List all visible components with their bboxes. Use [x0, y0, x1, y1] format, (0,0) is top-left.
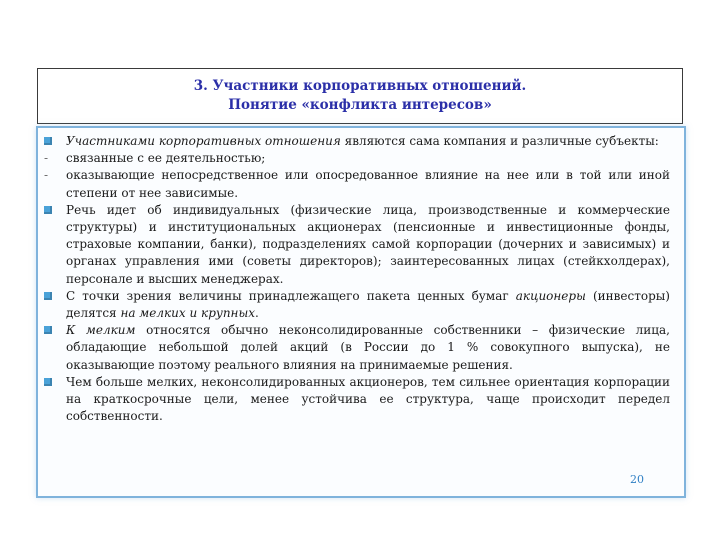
- list-item-small-holders: [38, 322, 684, 374]
- slide-title-box: [37, 68, 683, 124]
- page-number: 20: [630, 473, 644, 486]
- item-4-text: Речь идет об индивидуальных (физические лица, производственные и коммерческие структуры) и институциональных акционерах (пенсионные и инвестиционные фонды, страховые компании, банки), подразделениях самой корпорации (дочерних и зависимых) и органах управления ими (советы директоров); заинтересованных лицах (стейкхолдерах), персонале и высших менеджерах.: [66, 202, 670, 286]
- dash-bullet-icon: -: [44, 168, 49, 183]
- slide-title-line-1: 3. Участники корпоративных отношений.: [193, 78, 527, 94]
- item-1-text: являются сама компания и различные субъекты:: [340, 134, 659, 148]
- item-5-text-b: (инвесторы) делятся: [66, 288, 670, 321]
- item-5-text-c: .: [255, 306, 259, 321]
- item-6-text: относятся обычно неконсолидированные собственники – физические лица, обладающие небольшой долей акций (в России до 1 % совокупного выпуска), не оказывающие поэтому реального влияния на принимаемые решения.: [66, 323, 670, 372]
- square-bullet-icon: [44, 206, 52, 214]
- item-5-italic-a: акционеры: [515, 288, 586, 303]
- square-bullet-icon: [44, 137, 52, 145]
- item-7-text: Чем больше мелких, неконсолидированных акционеров, тем сильнее ориентация корпорации на краткосрочные цели, менее устойчива ее структура, чаще происходит передел собственности.: [66, 374, 670, 424]
- dash-bullet-icon: -: [44, 151, 49, 166]
- list-item-participants: [38, 133, 684, 150]
- list-item-influencing: [38, 167, 684, 201]
- square-bullet-icon: [44, 378, 52, 386]
- list-item-share-size: [38, 288, 684, 322]
- item-1-italic-text: Участниками корпоративных отношения: [66, 134, 341, 148]
- list-item-shareholders: [38, 202, 684, 288]
- content-box: [36, 126, 686, 498]
- list-item-related: [38, 150, 684, 167]
- item-2-text: связанные с ее деятельностью;: [66, 151, 266, 166]
- item-3-text: оказывающие непосредственное или опосредованное влияние на нее или в той или иной степени от нее зависимые.: [66, 168, 670, 200]
- item-5-italic-b: на мелких и крупных: [120, 306, 256, 321]
- square-bullet-icon: [44, 326, 52, 334]
- slide-title-line-2: Понятие «конфликта интересов»: [228, 97, 492, 113]
- bullet-list: [38, 133, 684, 425]
- item-6-italic: К мелким: [66, 323, 136, 338]
- square-bullet-icon: [44, 292, 52, 300]
- item-5-text-a: С точки зрения величины принадлежащего пакета ценных бумаг: [66, 288, 516, 303]
- list-item-orientation: [38, 374, 684, 426]
